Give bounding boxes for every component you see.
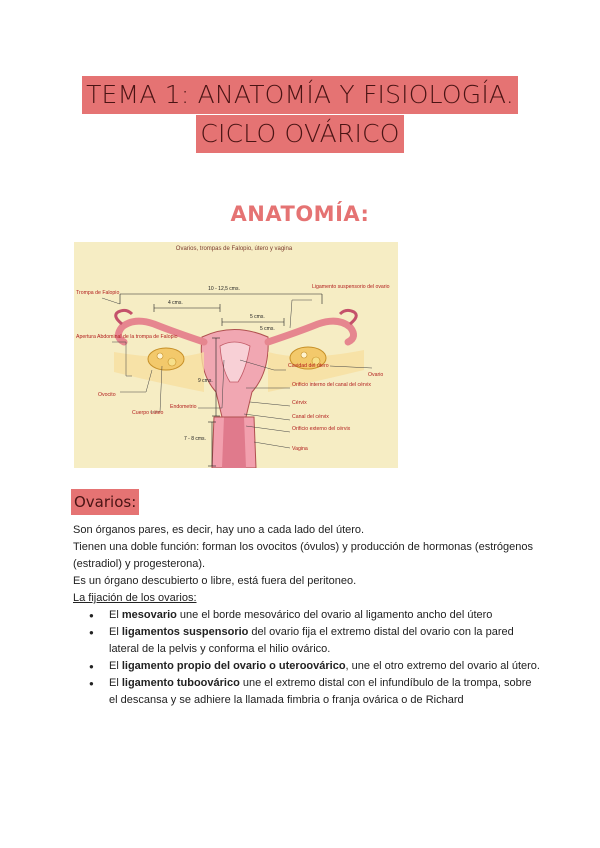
paragraph-3: Es un órgano descubierto o libre, está fuera del peritoneo. [73, 575, 357, 587]
measure-2: 4 cms. [168, 300, 183, 306]
label-cervix: Cérvix [292, 400, 307, 406]
list-item: ● El ligamento tuboovárico une el extremo distal con el infundíbulo de la trompa, sobre el descansa y se adhiere la llamada fimbria o franja ovárica o de Richard [73, 675, 543, 709]
label-cuerpo-luteo: Cuerpo Lúteo [132, 410, 164, 416]
label-canal: Canal del cérvix [292, 414, 329, 420]
list-item: ● El ligamentos suspensorio del ovario fija el extremo distal del ovario con la pared lateral de la pelvis y conforma el hilio ovárico. [73, 624, 543, 658]
right-tube [268, 321, 354, 342]
measure-3: 5 cms. [250, 314, 265, 320]
measure-6: 7 - 8 cms. [184, 436, 206, 442]
left-ovary [148, 348, 184, 370]
ovarios-heading: Ovarios: [71, 489, 139, 515]
label-trompa: Trompa de Falopio [76, 290, 120, 296]
measure-5: 9 cms. [198, 378, 213, 384]
label-ovocito: Ovocito [98, 392, 116, 398]
measure-4: 5 cms. [260, 326, 275, 332]
paragraph-1: Son órganos pares, es decir, hay uno a cada lado del útero. [73, 524, 365, 536]
label-cavidad: Cavidad del útero [288, 363, 329, 369]
paragraph-2: Tienen una doble función: forman los ovocitos (óvulos) y producción de hormonas (estrógenos (estradiol) y progesterona). [73, 541, 534, 570]
ovarios-body [73, 522, 543, 709]
label-orificio-interno: Orificio interno del canal del cérvix [292, 382, 372, 388]
measure-1: 10 - 12,5 cms. [208, 286, 240, 292]
title-line-1: TEMA 1: ANATOMÍA Y FISIOLOGÍA. [82, 76, 518, 114]
list-item: ● El mesovario une el borde mesovárico del ovario al ligamento ancho del útero [73, 607, 543, 624]
subsection-heading-ovarios [71, 489, 139, 515]
fixation-list [73, 607, 543, 709]
list-item: ● El ligamento propio del ovario o uteroovárico, une el otro extremo del ovario al útero. [73, 658, 543, 675]
page-title-line-1 [0, 76, 600, 114]
title-line-2: CICLO OVÁRICO [196, 115, 403, 153]
section-heading-anatomia: ANATOMÍA: [230, 202, 370, 226]
label-ovario: Ovario [368, 372, 384, 378]
fixation-title: La fijación de los ovarios: [73, 592, 197, 604]
anatomy-figure [74, 242, 398, 468]
label-orificio-externo: Orificio externo del cérvix [292, 426, 351, 432]
label-apertura: Apertura Abdominal de la trompa de Falopio [76, 334, 178, 340]
label-endometrio: Endometrio [170, 404, 197, 410]
page-title-line-2 [0, 115, 600, 153]
figure-title: Ovarios, trompas de Falopio, útero y vagina [175, 246, 293, 252]
label-ligamento: Ligamento suspensorio del ovario [312, 284, 390, 290]
label-vagina: Vagina [292, 446, 308, 452]
